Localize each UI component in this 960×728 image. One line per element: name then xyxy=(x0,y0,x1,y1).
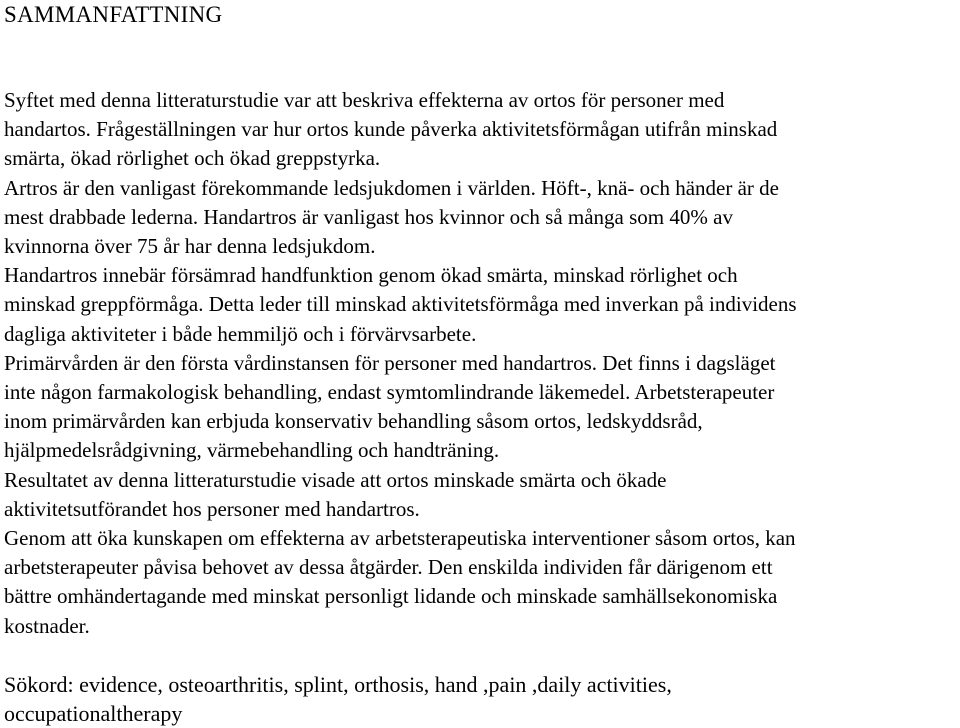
text-line: dagliga aktiviteter i både hemmiljö och i förvärvsarbete. xyxy=(4,321,477,346)
keywords-line: occupationaltherapy xyxy=(4,700,183,726)
text-line: Handartros innebär försämrad handfunktion genom ökad smärta, minskad rörlighet och xyxy=(4,263,738,288)
text-line: hjälpmedelsrådgivning, värmebehandling och handträning. xyxy=(4,438,500,463)
text-line: handartos. Frågeställningen var hur ortos kunde påverka aktivitetsförmågan utifrån minskad xyxy=(4,117,778,142)
text-line: Artros är den vanligast förekommande ledsjukdomen i världen. Höft-, knä- och händer är de xyxy=(4,175,779,200)
keywords-section xyxy=(4,670,956,728)
text-line: Genom att öka kunskapen om effekterna av arbetsterapeutiska interventioner såsom ortos, kan xyxy=(4,526,796,551)
page-title: SAMMANFATTNING xyxy=(4,2,223,27)
summary-body xyxy=(4,86,956,641)
text-line: kvinnorna över 75 år har denna ledsjukdom. xyxy=(4,234,376,259)
text-line: aktivitetsutförandet hos personer med handartros. xyxy=(4,496,420,521)
text-line: inte någon farmakologisk behandling, endast symtomlindrande läkemedel. Arbetsterapeuter xyxy=(4,380,775,405)
text-line: mest drabbade lederna. Handartros är vanligast hos kvinnor och så många som 40% av xyxy=(4,204,733,229)
text-line: inom primärvården kan erbjuda konservativ behandling såsom ortos, ledskyddsråd, xyxy=(4,409,703,434)
text-line: kostnader. xyxy=(4,613,90,638)
text-line: minskad greppförmåga. Detta leder till minskad aktivitetsförmåga med inverkan på individens xyxy=(4,292,797,317)
keywords-line: Sökord: evidence, osteoarthritis, splint, orthosis, hand ,pain ,daily activities, xyxy=(4,671,672,697)
text-line: Resultatet av denna litteraturstudie visade att ortos minskade smärta och ökade xyxy=(4,467,667,492)
document-page xyxy=(4,0,956,728)
text-line: Primärvården är den första vårdinstansen för personer med handartros. Det finns i dagsläget xyxy=(4,350,776,375)
text-line: Syftet med denna litteraturstudie var att beskriva effekterna av ortos för personer med xyxy=(4,88,725,112)
text-line: bättre omhändertagande med minskat personligt lidande och minskade samhällsekonomiska xyxy=(4,584,778,609)
text-line: smärta, ökad rörlighet och ökad greppstyrka. xyxy=(4,146,381,171)
text-line: arbetsterapeuter påvisa behovet av dessa åtgärder. Den enskilda individen får därigenom ett xyxy=(4,555,773,580)
